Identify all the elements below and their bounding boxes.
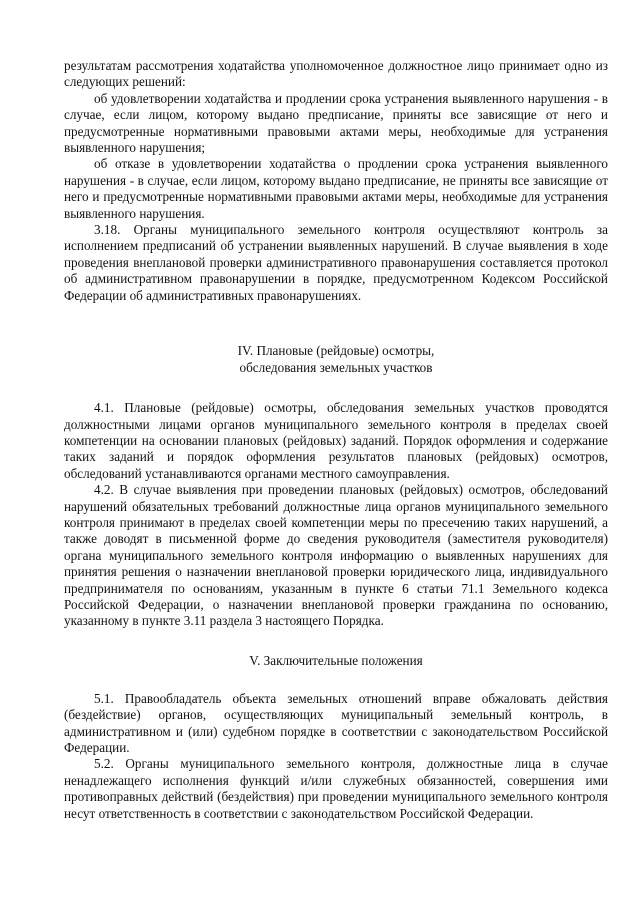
paragraph-3-18: 3.18. Органы муниципального земельного контроля осуществляют контроль за исполнением предписаний об устранении выявленных нарушений. В случае выявления в ходе проведения внеплановой проверки административного правонарушения составляется протокол об административном правонарушении в порядке, предусмотренном Кодексом Российской Федерации об административных правонарушениях. <box>64 222 608 303</box>
paragraph-deny-extension: об отказе в удовлетворении ходатайства о продлении срока устранения выявленного нарушения - в случае, если лицом, которому выдано предписание, не приняты все зависящие от него и предусмотренные нормативными правовыми актами меры, необходимые для устранения выявленного нарушения. <box>64 156 608 221</box>
section-4-heading <box>64 342 608 376</box>
paragraph-4-2: 4.2. В случае выявления при проведении плановых (рейдовых) осмотров, обследований нарушений обязательных требований должностные лица органов муниципального земельного контроля принимают в пределах своей компетенции меры по пресечению таких нарушений, а также доводят в письменной форме до сведения руководителя (заместителя руководителя) органа муниципального земельного контроля информацию о выявленных нарушениях для принятия решения о назначении внеплановой проверки юридического лица, индивидуального предпринимателя по основаниям, указанным в пункте 6 статьи 71.1 Земельного кодекса Российской Федерации, о назначении внеплановой проверки гражданина по основанию, указанному в пункте 3.11 раздела 3 настоящего Порядка. <box>64 482 608 629</box>
paragraph-decision-intro: результатам рассмотрения ходатайства уполномоченное должностное лицо принимает одно из следующих решений: <box>64 58 608 90</box>
section-5-heading: V. Заключительные положения <box>249 652 423 668</box>
paragraph-5-2: 5.2. Органы муниципального земельного контроля, должностные лица в случае ненадлежащего исполнения функций и/или служебных обязанностей, совершения ими противоправных действий (бездействия) при проведении муниципального земельного контроля несут ответственность в соответствии с законодательством Российской Федерации. <box>64 756 608 821</box>
section-4-title-line-2: обследования земельных участков <box>239 360 433 376</box>
paragraph-4-1: 4.1. Плановые (рейдовые) осмотры, обследования земельных участков проводятся должностными лицами органов муниципального земельного контроля в пределах своей компетенции на основании плановых (рейдовых) заданий. Порядок оформления и содержание таких заданий и порядок оформления результатов плановых (рейдовых) осмотров, обследований устанавливаются органами местного самоуправления. <box>64 400 608 481</box>
paragraph-approve-extension: об удовлетворении ходатайства и продлении срока устранения выявленного нарушения - в случае, если лицом, которому выдано предписание, приняты все зависящие от него и предусмотренные нормативными правовыми актами меры, необходимые для устранения выявленного нарушения; <box>64 90 608 156</box>
paragraph-5-1: 5.1. Правообладатель объекта земельных отношений вправе обжаловать действия (бездействие) органов, осуществляющих муниципальный земельный контроль, в административном и (или) судебном порядке в соответствии с законодательством Российской Федерации. <box>64 690 608 755</box>
section-4-title-line-1: IV. Плановые (рейдовые) осмотры, <box>237 343 435 359</box>
document-page <box>64 58 608 822</box>
